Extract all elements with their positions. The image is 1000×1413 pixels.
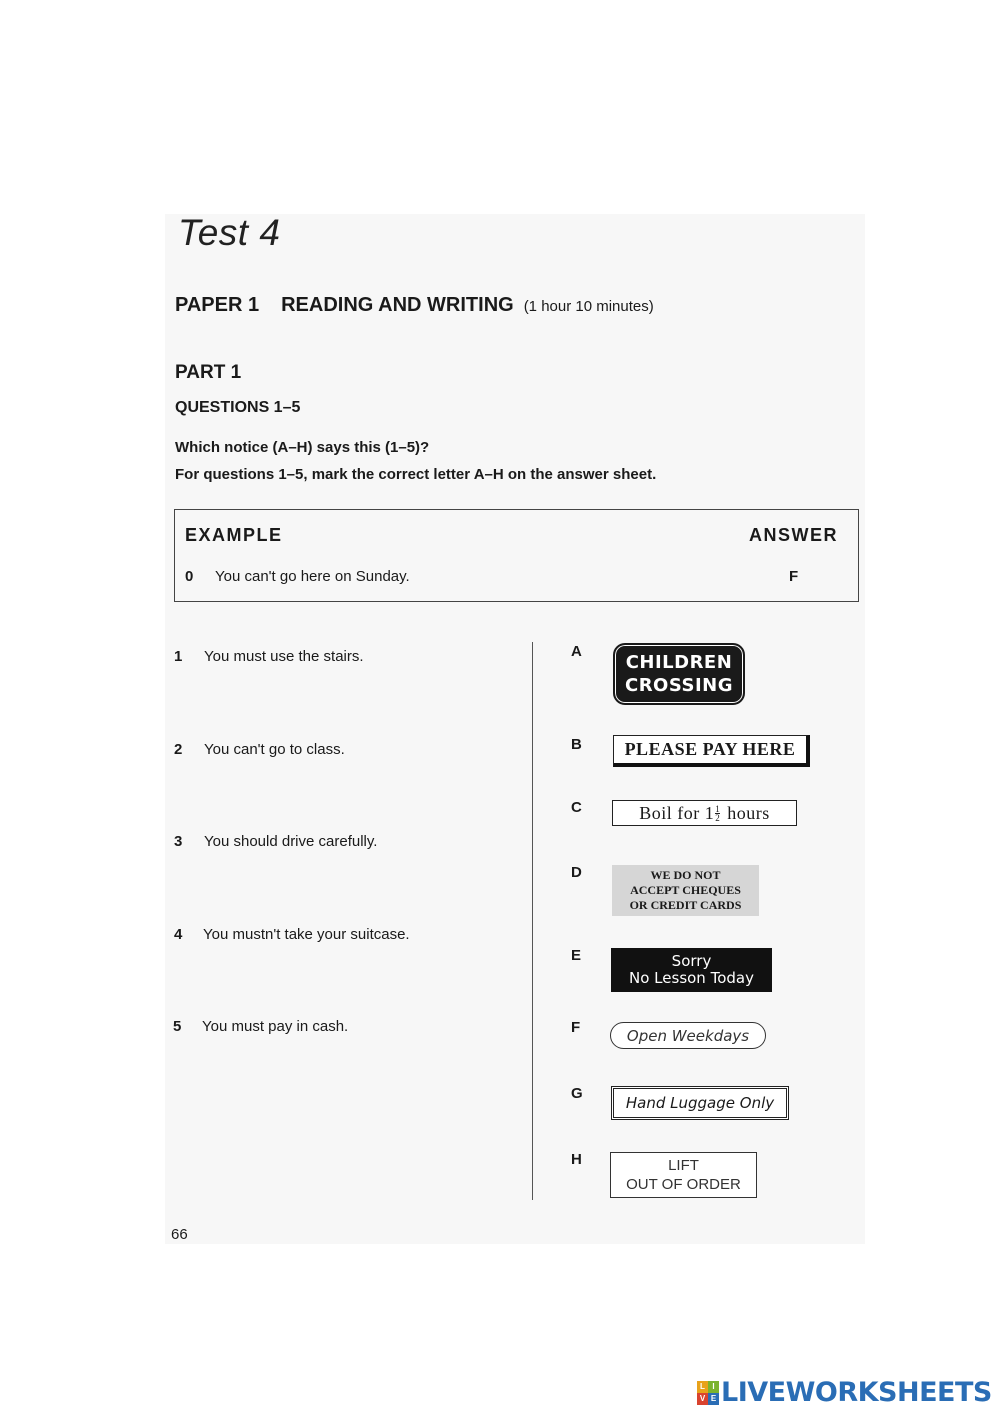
notice-letter-a: A xyxy=(571,643,582,660)
notice-f-sign xyxy=(610,1022,766,1049)
paper-heading xyxy=(175,294,654,317)
liveworksheets-logo xyxy=(697,1377,992,1408)
notice-a-sign xyxy=(613,643,745,705)
example-box xyxy=(174,509,859,602)
notice-line: OUT OF ORDER xyxy=(626,1176,741,1193)
fraction xyxy=(715,805,720,822)
paper-name: READING AND WRITING xyxy=(281,294,514,316)
notice-letter-b: B xyxy=(571,736,582,753)
notice-line: CROSSING xyxy=(624,675,734,696)
instruction-line-2: For questions 1–5, mark the correct letter A–H on the answer sheet. xyxy=(175,466,657,483)
notice-line: No Lesson Today xyxy=(629,969,754,987)
notice-line: LIFT xyxy=(668,1157,699,1174)
question-number: 3 xyxy=(174,833,183,850)
questions-range: QUESTIONS 1–5 xyxy=(175,399,301,416)
notice-h-sign xyxy=(610,1152,757,1198)
question-text: You mustn't take your suitcase. xyxy=(203,926,410,943)
notice-b-sign xyxy=(613,735,810,767)
notice-letter-d: D xyxy=(571,864,582,881)
notice-line: Hand Luggage Only xyxy=(625,1094,775,1112)
notice-letter-c: C xyxy=(571,799,582,816)
paper-duration: (1 hour 10 minutes) xyxy=(523,298,654,315)
notice-letter-g: G xyxy=(571,1085,583,1102)
notice-line: hours xyxy=(722,802,770,823)
part-heading: PART 1 xyxy=(175,362,242,383)
question-text: You must pay in cash. xyxy=(202,1018,349,1035)
notice-d-sign xyxy=(612,865,759,916)
question-number: 4 xyxy=(174,926,183,943)
notice-e-sign xyxy=(611,948,772,992)
question-text: You must use the stairs. xyxy=(204,648,364,665)
notice-line: Open Weekdays xyxy=(626,1026,750,1045)
notice-g-sign xyxy=(611,1086,789,1120)
liveworksheets-wordmark: LIVEWORKSHEETS xyxy=(721,1377,992,1408)
notice-line: Boil for 1 xyxy=(639,802,715,823)
question-text: You should drive carefully. xyxy=(204,833,378,850)
instruction-line-1: Which notice (A–H) says this (1–5)? xyxy=(175,439,430,456)
page-number: 66 xyxy=(171,1226,188,1243)
question-number: 2 xyxy=(174,741,183,758)
paper-number: PAPER 1 xyxy=(175,294,260,316)
example-answer: F xyxy=(789,568,799,585)
notice-line: ACCEPT CHEQUES xyxy=(630,883,741,897)
answer-heading: ANSWER xyxy=(749,525,838,545)
question-text: You can't go to class. xyxy=(204,741,345,758)
notice-c-sign xyxy=(612,800,797,826)
example-heading: EXAMPLE xyxy=(185,525,283,545)
notice-line: PLEASE PAY HERE xyxy=(624,739,796,759)
notice-letter-f: F xyxy=(571,1019,581,1036)
example-number: 0 xyxy=(185,568,194,585)
notice-line: CHILDREN xyxy=(625,652,733,673)
test-title: Test 4 xyxy=(178,212,281,253)
notice-letter-e: E xyxy=(571,947,582,964)
question-number: 1 xyxy=(174,648,183,665)
notice-line: WE DO NOT xyxy=(650,868,721,882)
example-text: You can't go here on Sunday. xyxy=(215,568,410,585)
fraction-numerator: 1 xyxy=(715,803,721,814)
fraction-denominator: 2 xyxy=(715,812,721,823)
column-divider xyxy=(532,642,533,1200)
question-number: 5 xyxy=(173,1018,182,1035)
notice-letter-h: H xyxy=(571,1151,582,1168)
notice-line: Sorry xyxy=(671,952,712,970)
notice-line: OR CREDIT CARDS xyxy=(629,898,742,912)
liveworksheets-icon: L I V E xyxy=(697,1381,719,1405)
